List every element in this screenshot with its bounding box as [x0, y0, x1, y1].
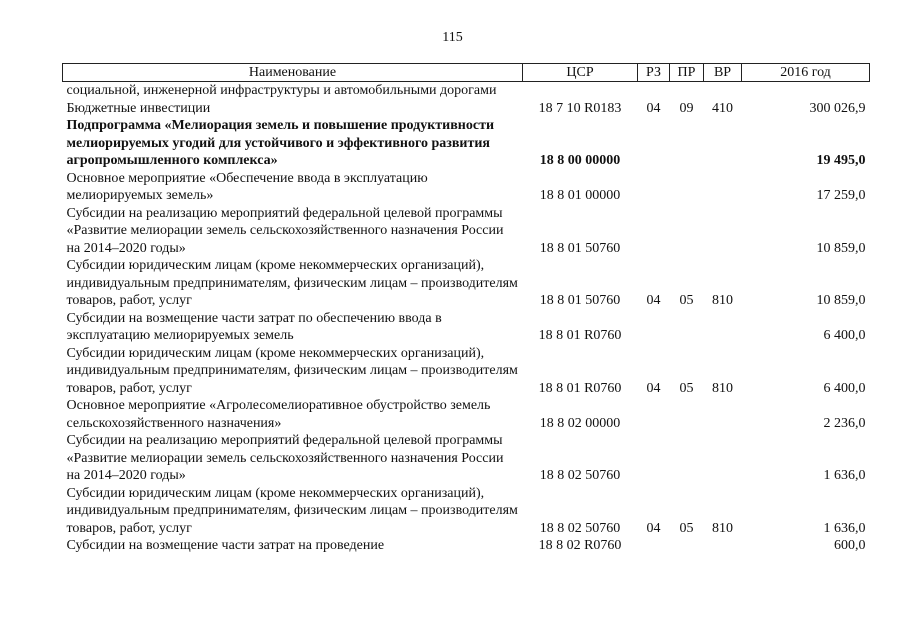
row-vr — [704, 82, 742, 100]
table-row — [63, 100, 870, 118]
row-csr: 18 8 02 R0760 — [538, 538, 622, 553]
row-pr: 05 — [679, 520, 694, 536]
row-amount: 2 236,0 — [823, 415, 866, 431]
row-rz — [638, 310, 670, 345]
row-pr — [670, 537, 704, 555]
row-amount: 6 400,0 — [823, 328, 866, 343]
row-rz — [638, 117, 670, 170]
row-vr — [704, 117, 742, 170]
table-row — [63, 257, 870, 310]
row-amount: 1 636,0 — [823, 468, 866, 483]
row-vr: 410 — [712, 100, 733, 116]
row-rz — [638, 170, 670, 205]
row-vr — [704, 170, 742, 205]
table-row-subprogram — [63, 117, 870, 170]
row-name: Субсидии на реализацию мероприятий федеральной целевой программы «Развитие мелиорации земель сельскохозяйственного назначения России на 2014–2020 годы» — [66, 433, 504, 483]
row-name: Субсидии на возмещение части затрат по обеспечению ввода в эксплуатацию мелиорируемых земель — [66, 310, 442, 343]
table-row — [63, 432, 870, 485]
row-csr: 18 8 01 50760 — [539, 293, 621, 308]
row-csr: 18 8 01 R0760 — [538, 328, 622, 343]
header-rz: РЗ — [638, 64, 670, 82]
row-amount: 1 636,0 — [823, 520, 866, 536]
table-row — [63, 397, 870, 432]
header-year: 2016 год — [742, 64, 870, 82]
row-name: Субсидии юридическим лицам (кроме некоммерческих организаций), индивидуальным предпринимателям, физическим лицам – производителям товаров, работ, услуг — [66, 345, 518, 396]
row-vr — [704, 205, 742, 258]
row-rz: 04 — [646, 520, 661, 536]
row-rz — [638, 397, 670, 432]
row-amount: 600,0 — [834, 538, 866, 553]
row-pr — [670, 205, 704, 258]
row-rz: 04 — [646, 100, 661, 116]
row-pr: 09 — [679, 100, 694, 116]
header-csr: ЦСР — [523, 64, 638, 82]
header-vr: ВР — [704, 64, 742, 82]
row-csr: 18 8 02 00000 — [539, 415, 621, 431]
row-name: Основное мероприятие «Агролесомелиоративное обустройство земель сельскохозяйственного назначения» — [66, 398, 491, 431]
row-amount: 300 026,9 — [809, 100, 866, 116]
row-amount — [742, 82, 870, 100]
row-pr: 05 — [679, 380, 694, 396]
row-csr: 18 8 00 00000 — [539, 153, 621, 168]
table-row — [63, 345, 870, 398]
row-pr — [670, 397, 704, 432]
row-name: Субсидии на возмещение части затрат на проведение — [66, 538, 385, 553]
page-number: 115 — [442, 30, 463, 45]
row-amount: 10 859,0 — [816, 240, 866, 256]
row-rz — [638, 205, 670, 258]
table-row — [63, 537, 870, 555]
row-csr — [523, 82, 638, 100]
row-vr — [704, 432, 742, 485]
row-vr: 810 — [712, 293, 733, 308]
row-pr — [670, 310, 704, 345]
row-amount: 17 259,0 — [816, 188, 866, 203]
row-vr — [704, 397, 742, 432]
row-rz — [638, 432, 670, 485]
row-vr — [704, 537, 742, 555]
row-name: социальной, инженерной инфраструктуры и автомобильными дорогами — [66, 83, 497, 98]
row-rz: 04 — [646, 293, 661, 308]
row-csr: 18 8 02 50760 — [539, 520, 621, 536]
row-rz — [638, 537, 670, 555]
header-name: Наименование — [63, 64, 523, 82]
row-csr: 18 8 01 R0760 — [538, 380, 622, 396]
row-csr: 18 8 02 50760 — [539, 468, 621, 483]
row-vr — [704, 310, 742, 345]
table-row — [63, 82, 870, 100]
row-pr — [670, 432, 704, 485]
row-pr — [670, 82, 704, 100]
row-name: Субсидии юридическим лицам (кроме некоммерческих организаций), индивидуальным предпринимателям, физическим лицам – производителям товаров, работ, услуг — [66, 485, 518, 536]
row-pr: 05 — [679, 293, 694, 308]
row-name: Бюджетные инвестиции — [66, 100, 211, 116]
header-pr: ПР — [670, 64, 704, 82]
row-name: Субсидии юридическим лицам (кроме некоммерческих организаций), индивидуальным предпринимателям, физическим лицам – производителям товаров, работ, услуг — [66, 258, 518, 308]
budget-table — [62, 63, 870, 555]
row-name: Подпрограмма «Мелиорация земель и повышение продуктивности мелиорируемых угодий для устойчивого и эффективного развития агропромышленного комплекса» — [66, 118, 495, 168]
row-name: Субсидии на реализацию мероприятий федеральной целевой программы «Развитие мелиорации земель сельскохозяйственного назначения России на 2014–2020 годы» — [66, 205, 504, 256]
row-pr — [670, 117, 704, 170]
row-amount: 19 495,0 — [816, 153, 866, 168]
row-name: Основное мероприятие «Обеспечение ввода в эксплуатацию мелиорируемых земель» — [66, 170, 428, 203]
row-rz: 04 — [646, 380, 661, 396]
table-row — [63, 310, 870, 345]
row-vr: 810 — [712, 380, 733, 396]
table-header-row — [63, 64, 870, 82]
row-csr: 18 7 10 R0183 — [538, 100, 622, 116]
table-row — [63, 485, 870, 538]
row-pr — [670, 170, 704, 205]
table-row — [63, 205, 870, 258]
row-csr: 18 8 01 00000 — [539, 188, 621, 203]
row-amount: 6 400,0 — [823, 380, 866, 396]
row-rz — [638, 82, 670, 100]
row-csr: 18 8 01 50760 — [539, 240, 621, 256]
row-vr: 810 — [712, 520, 733, 536]
table-row — [63, 170, 870, 205]
row-amount: 10 859,0 — [816, 293, 866, 308]
